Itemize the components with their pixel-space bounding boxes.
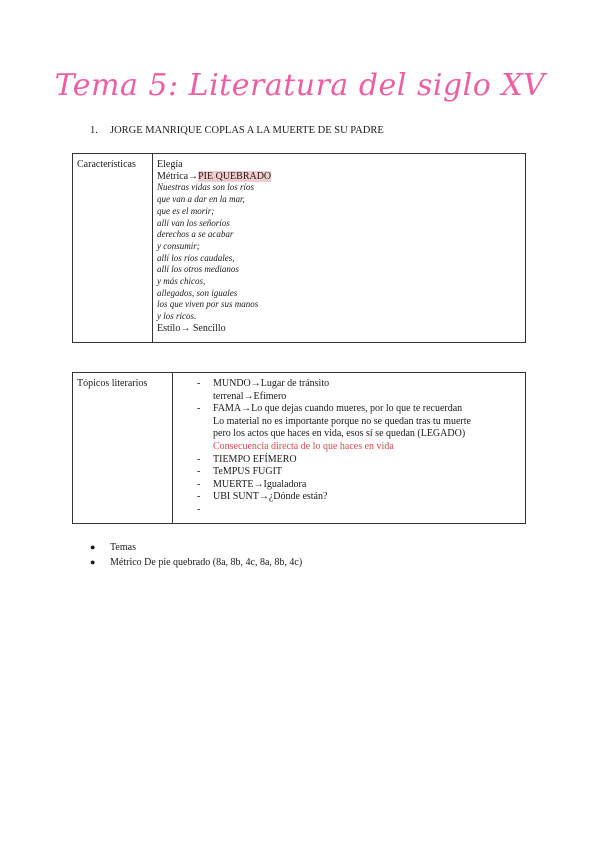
topico-value: Efímero — [253, 390, 287, 402]
verse-line: que es el morir; — [157, 205, 215, 216]
verse-line: los que viven por sus manos — [157, 299, 259, 310]
topico-key: UBI SUNT — [213, 491, 259, 503]
arrow-icon: → — [253, 478, 264, 490]
arrow-icon: → — [180, 322, 191, 334]
verse-line: que van a dar en la mar, — [157, 194, 245, 205]
topico-tempus — [197, 466, 525, 479]
topico-key: TeMPUS FUGIT — [213, 466, 283, 478]
arrow-icon: → — [258, 491, 269, 503]
estilo-prefix: Estilo — [157, 322, 181, 334]
caracteristicas-label: Características — [73, 154, 153, 342]
verse-line: allí los otros medianos — [157, 264, 239, 275]
topico-muerte — [197, 479, 525, 492]
dash-marker: - — [197, 403, 201, 415]
verse-line: allí los ríos caudales, — [157, 252, 235, 263]
bullet-icon: ● — [90, 542, 96, 552]
arrow-icon: → — [250, 378, 261, 389]
section-heading — [90, 125, 384, 136]
dash-marker: - — [197, 378, 201, 389]
topico-terrenal — [197, 391, 525, 404]
topico-key: FAMA — [213, 403, 242, 415]
dash-marker: - — [197, 503, 201, 515]
verse-line: y más chicos, — [157, 276, 206, 287]
topico-tiempo — [197, 454, 525, 467]
arrow-icon: → — [243, 390, 254, 402]
topicos-label: Tópicos literarios — [73, 373, 173, 523]
verse-line: y consumir; — [157, 240, 200, 251]
topico-key: MUERTE — [213, 478, 254, 490]
topico-fama — [197, 403, 525, 416]
topico-key: terrenal — [213, 390, 244, 402]
verse-line: derechos a se acabar — [157, 229, 234, 240]
verse-line: y los ricos. — [157, 311, 197, 322]
metrica-prefix: Métrica — [157, 170, 189, 182]
topico-mundo — [197, 378, 525, 391]
bullet-icon: ● — [90, 557, 96, 567]
list-item — [90, 540, 302, 555]
topico-key: TIEMPO EFÍMERO — [213, 453, 297, 465]
metrica-value: PIE QUEBRADO — [198, 170, 272, 182]
page-title: Tema 5: Literatura del siglo XV — [54, 68, 546, 103]
section-number: 1. — [90, 125, 98, 136]
topico-value: ¿Dónde están? — [268, 491, 328, 503]
caracteristicas-content — [153, 154, 525, 342]
fama-line-3: pero los actos que haces en vida, esos sí se quedan (LEGADO) — [213, 428, 466, 440]
caracteristicas-table — [72, 153, 526, 343]
dash-marker: - — [197, 478, 201, 490]
verse-line: allí van los señoríos — [157, 217, 230, 228]
dash-marker: - — [197, 453, 201, 465]
verse-line: allegados, son iguales — [157, 287, 238, 298]
estilo-value: Sencillo — [192, 322, 226, 334]
section-heading-text: JORGE MANRIQUE COPLAS A LA MUERTE DE SU PADRE — [110, 125, 384, 136]
dash-marker: - — [197, 466, 201, 478]
verse-line: Nuestras vidas son los ríos — [157, 182, 255, 193]
metrica-line — [157, 171, 521, 183]
dash-marker: - — [197, 491, 201, 503]
estilo-line — [157, 323, 521, 335]
topico-value: Igualadora — [263, 478, 307, 490]
topico-key: MUNDO — [213, 378, 251, 389]
list-item — [90, 555, 302, 570]
arrow-icon: → — [241, 403, 252, 415]
list-item-text: Métrico De pie quebrado (8a, 8b, 4c, 8a, 8b, 4c) — [110, 557, 303, 568]
list-item-text: Temas — [110, 542, 136, 553]
topicos-table — [72, 372, 526, 524]
elegia-line: Elegía — [157, 159, 183, 170]
topico-value: Lo que dejas cuando mueres, por lo que te recuerdan — [251, 403, 463, 415]
topico-ubi-sunt — [197, 491, 525, 504]
bullet-list — [90, 540, 302, 570]
fama-line-4: Consecuencia directa de lo que haces en vida — [213, 440, 394, 452]
fama-line-2: Lo material no es importante porque no se quedan tras tu muerte — [213, 415, 471, 427]
topico-value: Lugar de tránsito — [260, 378, 330, 389]
arrow-icon: → — [188, 170, 199, 182]
topicos-content — [173, 373, 525, 523]
